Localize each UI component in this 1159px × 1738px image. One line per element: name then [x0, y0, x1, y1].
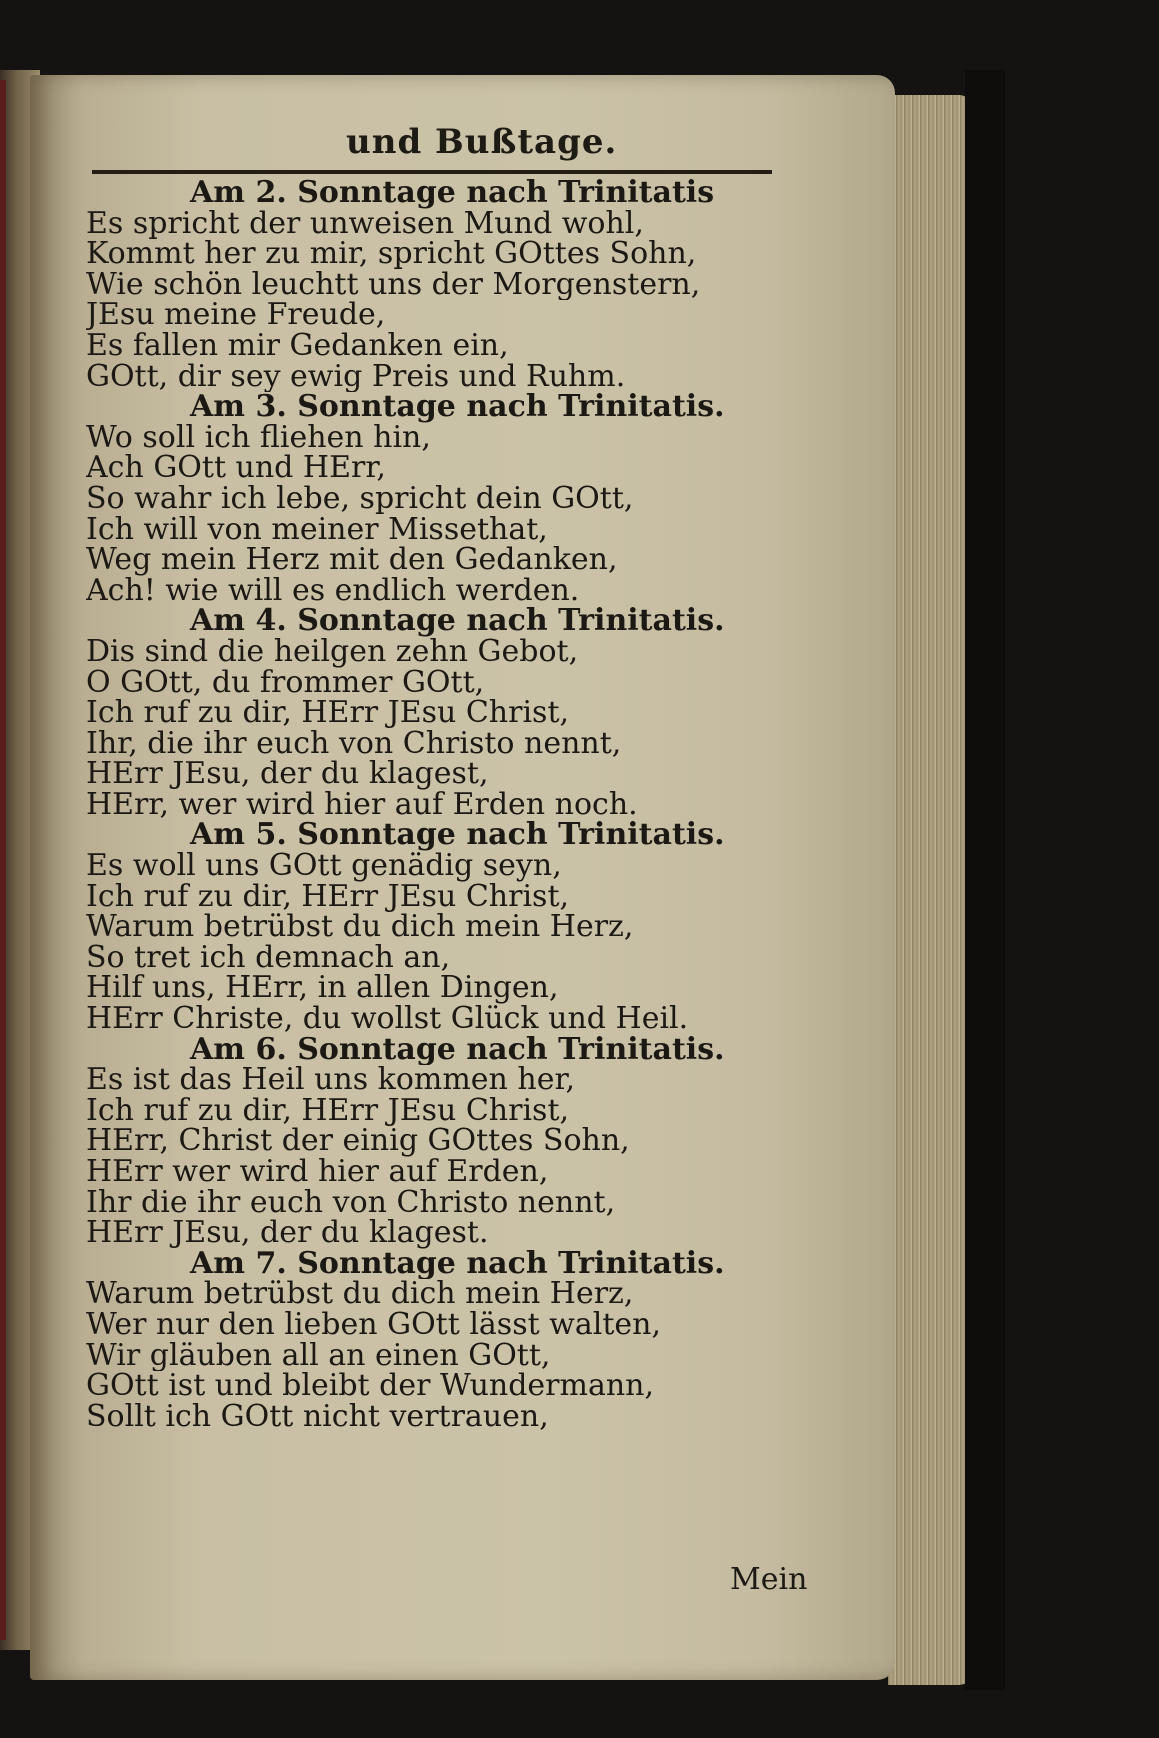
hymn-line: Es fallen mir Gedanken ein, [86, 330, 509, 362]
hymn-line: So wahr ich lebe, spricht dein GOtt, [86, 483, 634, 515]
section-heading: Am 2. Sonntage nach Trinitatis [190, 178, 715, 209]
hymn-line: Ich ruf zu dir, HErr JEsu Christ, [86, 1095, 570, 1127]
hymn-line: Weg mein Herz mit den Gedanken, [86, 545, 618, 576]
hymn-line: HErr wer wird hier auf Erden, [86, 1157, 549, 1188]
hymn-line: Es woll uns GOtt genädig seyn, [86, 851, 562, 882]
hymn-line: HErr, Christ der einig GOttes Sohn, [86, 1126, 630, 1157]
header-rule [92, 170, 772, 174]
page-block-edges [888, 95, 973, 1685]
hymn-line: Wir gläuben all an einen GOtt, [86, 1340, 551, 1372]
hymn-line: HErr JEsu, der du klagest, [86, 759, 489, 790]
hymn-line: Wer nur den lieben GOtt lässt walten, [86, 1309, 662, 1341]
hymn-line: Kommt her zu mir, spricht GOttes Sohn, [86, 239, 697, 270]
hymn-line: Wo soll ich fliehen hin, [86, 422, 431, 454]
hymn-line: GOtt, dir sey ewig Preis und Ruhm. [86, 361, 626, 393]
section-heading: Am 6. Sonntage nach Trinitatis. [190, 1034, 725, 1066]
hymn-line: Ich will von meiner Missethat, [86, 514, 548, 546]
hymn-line: HErr Christe, du wollst Glück und Heil. [86, 1004, 689, 1035]
hymn-line: GOtt ist und bleibt der Wundermann, [86, 1371, 655, 1402]
hymn-line: HErr JEsu, der du klagest. [86, 1218, 489, 1249]
hymn-line: Warum betrübst du dich mein Herz, [86, 1279, 634, 1310]
hymn-line: Ich ruf zu dir, HErr JEsu Christ, [86, 881, 570, 913]
hymn-line: Es spricht der unweisen Mund wohl, [86, 208, 644, 240]
section-heading: Am 3. Sonntage nach Trinitatis. [190, 392, 725, 423]
section-heading: Am 5. Sonntage nach Trinitatis. [190, 820, 725, 852]
hymn-line: Dis sind die heilgen zehn Gebot, [86, 636, 579, 668]
hymn-line: So tret ich demnach an, [86, 942, 451, 974]
hymn-line: Ich ruf zu dir, HErr JEsu Christ, [86, 698, 570, 729]
catchword: Mein [730, 1562, 808, 1597]
book-cover-edge [965, 70, 1005, 1690]
hymn-line: O GOtt, du frommer GOtt, [86, 667, 485, 699]
hymn-list [86, 178, 826, 1432]
hymn-line: Sollt ich GOtt nicht vertrauen, [86, 1401, 549, 1433]
hymn-line: Ihr die ihr euch von Christo nennt, [86, 1187, 616, 1219]
hymn-line: Es ist das Heil uns kommen her, [86, 1065, 576, 1096]
running-header: und Bußtage. [346, 122, 618, 162]
hymn-line: Ach! wie will es endlich werden. [86, 575, 580, 607]
hymn-line: Wie schön leuchtt uns der Morgenstern, [86, 269, 701, 301]
hymn-line: JEsu meine Freude, [86, 300, 386, 331]
section-heading: Am 4. Sonntage nach Trinitatis. [190, 606, 725, 637]
hymn-line: Hilf uns, HErr, in allen Dingen, [86, 973, 559, 1005]
hymn-line: HErr, wer wird hier auf Erden noch. [86, 789, 638, 821]
section-heading: Am 7. Sonntage nach Trinitatis. [190, 1248, 725, 1280]
spine-edge [0, 80, 6, 1640]
hymn-line: Ach GOtt und HErr, [86, 453, 386, 484]
hymn-line: Warum betrübst du dich mein Herz, [86, 912, 634, 943]
hymn-line: Ihr, die ihr euch von Christo nennt, [86, 728, 622, 760]
